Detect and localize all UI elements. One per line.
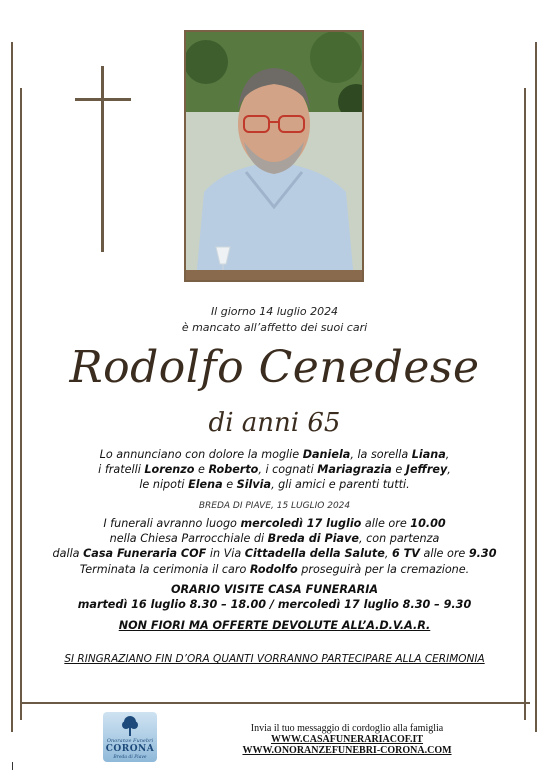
footer-contact: [220, 723, 474, 756]
funeral-line-3: dalla Casa Funeraria COF in Via Cittadella della Salute, 6 TV alle ore 9.30: [52, 547, 497, 560]
thanks-notice: SI RINGRAZIANO FIN D’ORA QUANTI VORRANNO PARTECIPARE ALLA CERIMONIA: [64, 653, 485, 665]
corner-mark: [12, 762, 13, 770]
funeral-line-4: Terminata la cerimonia il caro Rodolfo proseguirà per la cremazione.: [79, 563, 470, 576]
announcement-line-2: i fratelli Lorenzo e Roberto, i cognati Mariagrazia e Jeffrey,: [98, 463, 451, 476]
passed-away-line: è mancato all’affetto dei suoi cari: [181, 321, 368, 334]
website-link-corona[interactable]: WWW.ONORANZEFUNEBRI-CORONA.COM: [242, 745, 452, 756]
website-link-cof[interactable]: WWW.CASAFUNERARIACOF.IT: [270, 734, 424, 745]
deceased-age: di anni 65: [208, 408, 341, 438]
announcement-line-3: le nipoti Elena e Silvia, gli amici e parenti tutti.: [139, 478, 410, 491]
deceased-name: Rodolfo Cenedese: [69, 342, 480, 393]
footer-divider: [20, 702, 530, 704]
place-date: BREDA DI PIAVE, 15 LUGLIO 2024: [198, 501, 351, 511]
announcement-line-1: Lo annunciano con dolore la moglie Daniela, la sorella Liana,: [99, 448, 450, 461]
no-flowers-notice: NON FIORI MA OFFERTE DEVOLUTE ALL’A.D.V.A.R.: [118, 619, 431, 632]
visits-title: ORARIO VISITE CASA FUNERARIA: [170, 583, 379, 596]
funeral-line-1: I funerali avranno luogo mercoledì 17 luglio alle ore 10.00: [103, 517, 446, 530]
funeral-home-logo: Onoranze Funebri CORONA Breda di Piave: [103, 712, 157, 762]
condolence-message: Invia il tuo messaggio di cordoglio alla famiglia: [250, 723, 444, 734]
death-date-line: Il giorno 14 luglio 2024: [210, 305, 339, 318]
visits-hours: martedì 16 luglio 8.30 – 18.00 / mercoledì 17 luglio 8.30 – 9.30: [77, 598, 472, 611]
funeral-line-2: nella Chiesa Parrocchiale di Breda di Piave, con partenza: [109, 532, 440, 545]
portrait-photo: [184, 30, 364, 282]
tree-icon: [122, 715, 138, 737]
